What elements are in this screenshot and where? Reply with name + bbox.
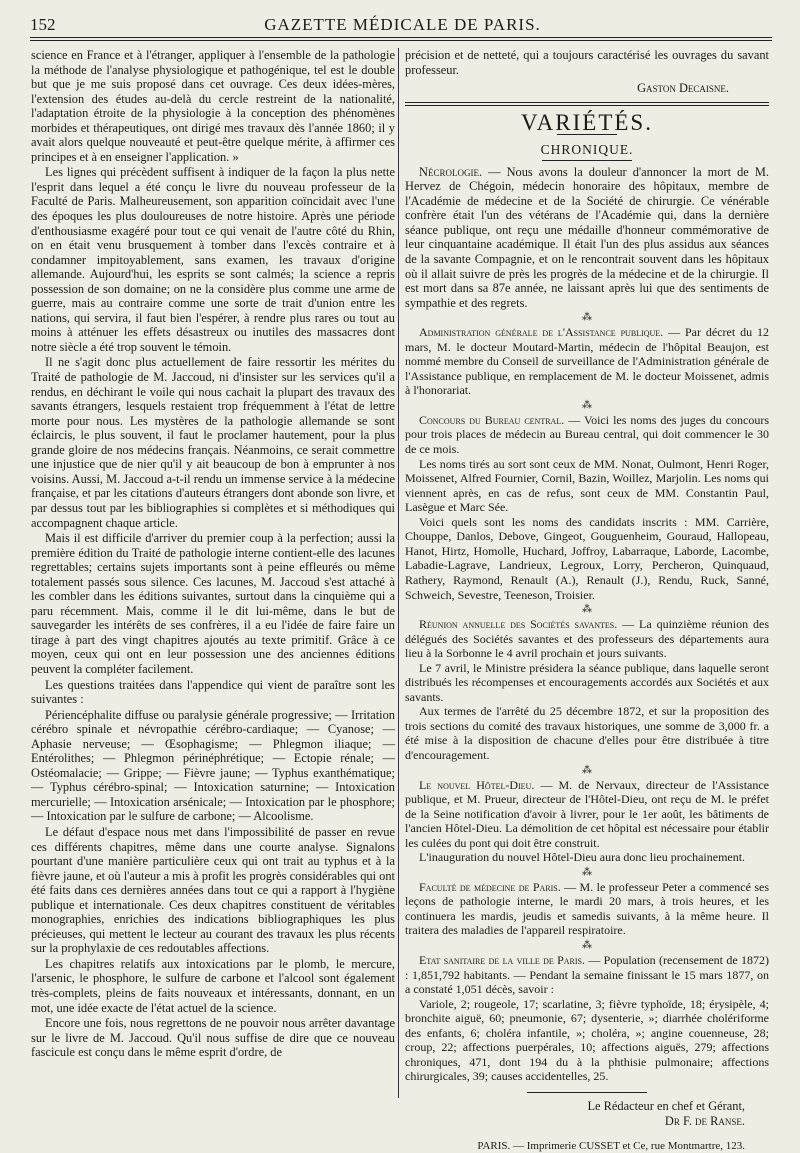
left-paragraph-6: Périencéphalite diffuse ou paralysie générale progressive; — Irritation cérébro spinale et névropathie cérébro-cardiaque; — Cyanose; — Aphasie nerveuse; — Œsophagisme; — Phlegmon iliaque; — Entérolithes; — Phlegmon périnéphrétique; — Ectopie rénale; — Ostéomalacie; — Grippe; — Fièvre jaune; — Typhus exanthématique; — Typhus cérébro-spinal; — Intoxication saturnine; — Intoxication mercurielle; — Intoxication arsénicale; — Intoxication par le phosphore; — Intoxication par le sulfure de carbone; — Alcoolisme. xyxy=(31,707,395,824)
item-assistance xyxy=(405,325,769,398)
item-hotel-dieu-inauguration: L'inauguration du nouvel Hôtel-Dieu aura donc lieu prochainement. xyxy=(419,850,746,865)
item-heading: Etat sanitaire de la ville de Paris. xyxy=(419,952,585,967)
left-paragraph-5: Les questions traitées dans l'appendice qui vient de paraître sont les suivantes : xyxy=(31,677,395,707)
asterism: ⁂ xyxy=(582,764,592,776)
left-paragraph-8: Les chapitres relatifs aux intoxications par le plomb, le mercure, l'arsenic, le phosphore, le sulfure de carbone et l'alcool sont également très-complets, pleins de faits nouveaux et intéressants, donnant, en un mot, une idée exacte de l'état actuel de la science. xyxy=(31,956,395,1015)
item-reunion-seance: Le 7 avril, le Ministre présidera la séance publique, dans laquelle seront distribués les récompenses et encouragements accordés aux Sociétés et aux savants. xyxy=(405,660,769,704)
column-divider xyxy=(398,48,399,1098)
item-reunion xyxy=(405,617,769,661)
editor-line: Le Rédacteur en chef et Gérant, xyxy=(587,1098,745,1113)
item-reunion-arrete: Aux termes de l'arrêté du 25 décembre 1872, et sur la proposition des trois sections du comité des travaux historiques, une somme de 3,000 fr. a été mise à la disposition de chacune d'elles pour être distribuée à titre d'encouragement. xyxy=(405,704,769,762)
author-signature: Gaston Decaisne. xyxy=(637,81,729,96)
item-heading: Faculté de médecine de Paris. xyxy=(419,879,561,894)
left-paragraph-1: science en France et à l'étranger, appliquer à l'ensemble de la pathologie la méthode de l'analyse physiologique et pathogénique, tel est le double but que je me suis proposé dans cet ouvrage. Ces deux idées-mères, l'extension des études au-delà du cercle restreint de la nationalité, l'adaptation étroite de la physiologie à la conception des phénomènes morbides et thérapeutiques, ont dirigé mes travaux dès l'année 1860; il y avait alors quelque nouveauté et peut-être quelque mérite, à affirmer ces principes et à en enseigner l'application. » xyxy=(31,48,395,164)
asterism: ⁂ xyxy=(582,604,592,616)
section-rule-double xyxy=(405,105,769,106)
left-paragraph-9: Encore une fois, nous regrettons de ne pouvoir nous arrêter davantage sur le livre de M. Jaccoud. Qu'il nous suffise de dire que ce nouveau fascicule est conçu dans le même esprit d'ordre, de xyxy=(31,1016,395,1060)
left-column xyxy=(31,48,395,1094)
header-rule-double xyxy=(30,40,772,41)
item-concours-jurors: Les noms tirés au sort sont ceux de MM. Nonat, Oulmont, Henri Roger, Moissenet, Alfred Fournier, Cornil, Bazin, Woillez, Marjolin. Les noms qui viennent après, en cas de refus, sont ceux de MM. Constantin Paul, Lasègue et Marc Sée. xyxy=(405,456,769,515)
item-etat-sanitaire xyxy=(405,953,769,997)
item-concours-candidates: Voici quels sont les noms des candidats inscrits : MM. Carrière, Chouppe, Danlos, Debove, Gingeot, Gouguenheim, Gouraud, Hallopeau, Hanot, Hirtz, Homolle, Huchard, Joffroy, Labarraque, Laborde, Lacombe, Labadie-Lagrave, Landrieux, Legroux, Lorry, Percheron, Quinquaud, Rathery, Raymond, Renault (A.), Renault (J.), Rendu, Ruck, Sanné, Schweich, Sevestre, Teeneson, Troisier. xyxy=(405,514,769,602)
page-number: 152 xyxy=(30,15,56,34)
closing-rule xyxy=(527,1092,647,1093)
item-etat-sanitaire-deces: Variole, 2; rougeole, 17; scarlatine, 3; fièvre typhoïde, 18; érysipèle, 4; bronchite aiguë, 60; pneumonie, 67; dysenterie, »; diarrhée cholériforme des enfants, 6; choléra infantile, »; choléra, »; angine couenneuse, 28; croup, 22; affections puerpérales, 10; affections aiguës, 279; affections chroniques, 471, dont 194 du à la phthisie pulmonaire; affections chirurgicales, 39; causes accidentelles, 25. xyxy=(405,996,769,1084)
item-text: — M. de Nervaux, directeur de l'Assistance publique, et M. Prueur, directeur de l'Hôtel-Dieu, ont reçu de M. le préfet de la Seine notification d'avoir à livrer, pour le 1er août, les bâtiments de l'ancien Hôtel-Dieu. La démolition de cet hôpital est nécessaire pour établir les culées du pont qui doit être construit. xyxy=(405,777,769,850)
section-rule xyxy=(405,102,769,103)
left-paragraph-2: Les lignes qui précèdent suffisent à indiquer de la façon la plus nette l'esprit dans lequel a été conçu le livre du nouveau professeur de la Faculté de Paris. Malheureusement, son apparition coïncidait avec l'une des époques les plus douloureuses de notre histoire. Après une période d'enthousiasme exagéré pour tout ce qui venait de l'autre côté du Rhin, on en était venu brusquement à tomber dans l'excès contraire et à condamner impitoyablement, sans examen, les travaux d'origine allemande. Aujourd'hui, les esprits se sont calmés; la science a repris possession de son domaine; on ne la considère plus comme une arme de guerre, mais au contraire comme une sorte de trait d'union entre les nations, qui servira, il faut bien l'espérer, à rendre plus rares ou tout au moins à atténuer les effets désastreux ou inutiles des massacres dont notre siècle a été trop souvent le témoin. xyxy=(31,165,395,354)
right-column xyxy=(405,48,770,1152)
continuation-text: précision et de netteté, qui a toujours caractérisé les ouvrages du savant professeur. xyxy=(405,48,769,77)
left-paragraph-4: Mais il est difficile d'arriver du premier coup à la perfection; aussi la première édition du Traité de pathologie interne contient-elle des lacunes regrettables; certains sujets importants sont à peine effleurés ou même totalement passés sous silence. Ces lacunes, M. Jaccoud s'est attaché à les combler dans les éditions suivantes, surtout dans la cinquième qui a paru récemment. Mais, comme il le dit lui-même, dans le but de sauvegarder les intérêts de ses confrères, il a eu l'idée de faire faire un tirage à part des vingt chapitres ajoutés au texte primitif. Grâce à ce moyen, ceux qui ont en leur possession une des anciennes éditions peuvent la compléter facilement. xyxy=(31,531,395,676)
item-text: — Par décret du 12 mars, M. le docteur Moutard-Martin, médecin de l'hôpital Beaujon, est nommé membre du Conseil de surveillance de l'Administration générale de l'Assistance publique, en remplacement de M. le docteur Moissenet, admis à l'honorariat. xyxy=(405,325,770,398)
asterism: ⁂ xyxy=(582,866,592,878)
item-hotel-dieu xyxy=(405,778,769,851)
subsection-title: CHRONIQUE. xyxy=(540,142,634,158)
item-text: — Voici les noms des juges du concours pour trois places de médecin au Bureau central, qui doit commencer le 30 de ce mois. xyxy=(405,412,770,457)
editor-name: Dr F. de Ranse. xyxy=(664,1113,745,1128)
item-heading: Concours du Bureau central. xyxy=(419,412,565,427)
asterism: ⁂ xyxy=(582,312,592,324)
item-heading: Réunion annuelle des Sociétés savantes. xyxy=(419,617,618,632)
item-text: — M. le professeur Peter a commencé ses leçons de pathologie interne, le mardi 20 mars, à trois heures, et les continuera les mardis, jeudis et samedis suivants, à la même heure. Il traitera des maladies de l'appareil respiratoire. xyxy=(405,879,769,938)
section-title: VARIÉTÉS. xyxy=(521,109,653,135)
item-faculte xyxy=(405,880,769,938)
item-text: — Population (recensement de 1872) : 1,851,792 habitants. — Pendant la semaine finissant le 15 mars 1877, on a constaté 1,051 décès, savoir : xyxy=(405,952,769,997)
item-text: — Nous avons la douleur d'annoncer la mort de M. Hervez de Chégoin, médecin honoraire des hôpitaux, membre de l'Académie de médecine et de la Société de chirurgie. Ce vénérable confrère était l'un des vétérans de l'Académie qui, dans la dernière séance publique, ont reçu une médaille d'honneur commémorative de leur cinquantaine académique. Il était l'un des plus assidus aux séances de la savante Compagnie, et on le rencontrait souvent dans les hôpitaux où il allait suivre de près les progrès de la médecine et de la chirurgie. Il est mort dans sa 87e année, ne laissant après lui que des sentiments de sympathie et des regrets. xyxy=(405,164,769,310)
item-heading: Nécrologie. xyxy=(419,164,483,179)
item-heading: Le nouvel Hôtel-Dieu. xyxy=(419,777,535,792)
item-text: — La quinzième réunion des délégués des Sociétés savantes et des professeurs des départements aura lieu à la Sorbonne le 4 avril prochain et jours suivants. xyxy=(405,617,769,661)
item-concours xyxy=(405,413,769,457)
left-paragraph-7: Le défaut d'espace nous met dans l'impossibilité de passer en revue ces différents chapitres, même dans une courte analyse. Signalons pourtant d'une manière particulière ceux qui ont trait au typhus et à la fièvre jaune, et où l'auteur a mis à profit les progrès considérables qui ont été faits dans ces dernières années dans tout ce qui a rapport à l'hygiène publique et internationale. Ces deux chapitres constituent de véritables monographies, enrichies des indications bibliographiques les plus précieuses, qui mettent le lecteur au courant des travaux les plus récents sur la prophylaxie de ces redoutables affections. xyxy=(31,824,395,956)
asterism: ⁂ xyxy=(582,939,592,951)
asterism: ⁂ xyxy=(582,399,592,411)
header-rule xyxy=(30,37,772,38)
journal-title: GAZETTE MÉDICALE DE PARIS. xyxy=(264,15,541,34)
printer-imprint: PARIS. — Imprimerie CUSSET et Ce, rue Montmartre, 123. xyxy=(477,1139,745,1152)
item-necrologie xyxy=(405,165,769,310)
left-paragraph-3: Il ne s'agit donc plus actuellement de faire ressortir les mérites du Traité de pathologie de M. Jaccoud, ni d'insister sur les services qu'il a rendus, en déchirant le voile qui nous cachait la plupart des travaux des savants étrangers, lesquels restaient trop fréquemment à l'état de lettre morte pour nous. Les mystères de la pathologie allemande se sont éclaircis, le plus souvent, il faut le proclamer hautement, pour la plus grande gloire de nos médecins français. Néanmoins, ce serait commettre une injustice que de nier qu'il y ait beaucoup de bon à emprunter à nos voisins. Aussi, M. Jaccoud a-t-il rendu un immense service à la médecine française, et par les citations d'auteurs étrangers dont abonde son livre, et par dessus tout par les bibliographies si complètes et si méthodiques qui accompagnent chaque article. xyxy=(31,355,395,530)
item-heading: Administration générale de l'Assistance publique. xyxy=(419,325,664,340)
subsection-rule xyxy=(542,160,632,161)
page-header xyxy=(30,12,775,36)
